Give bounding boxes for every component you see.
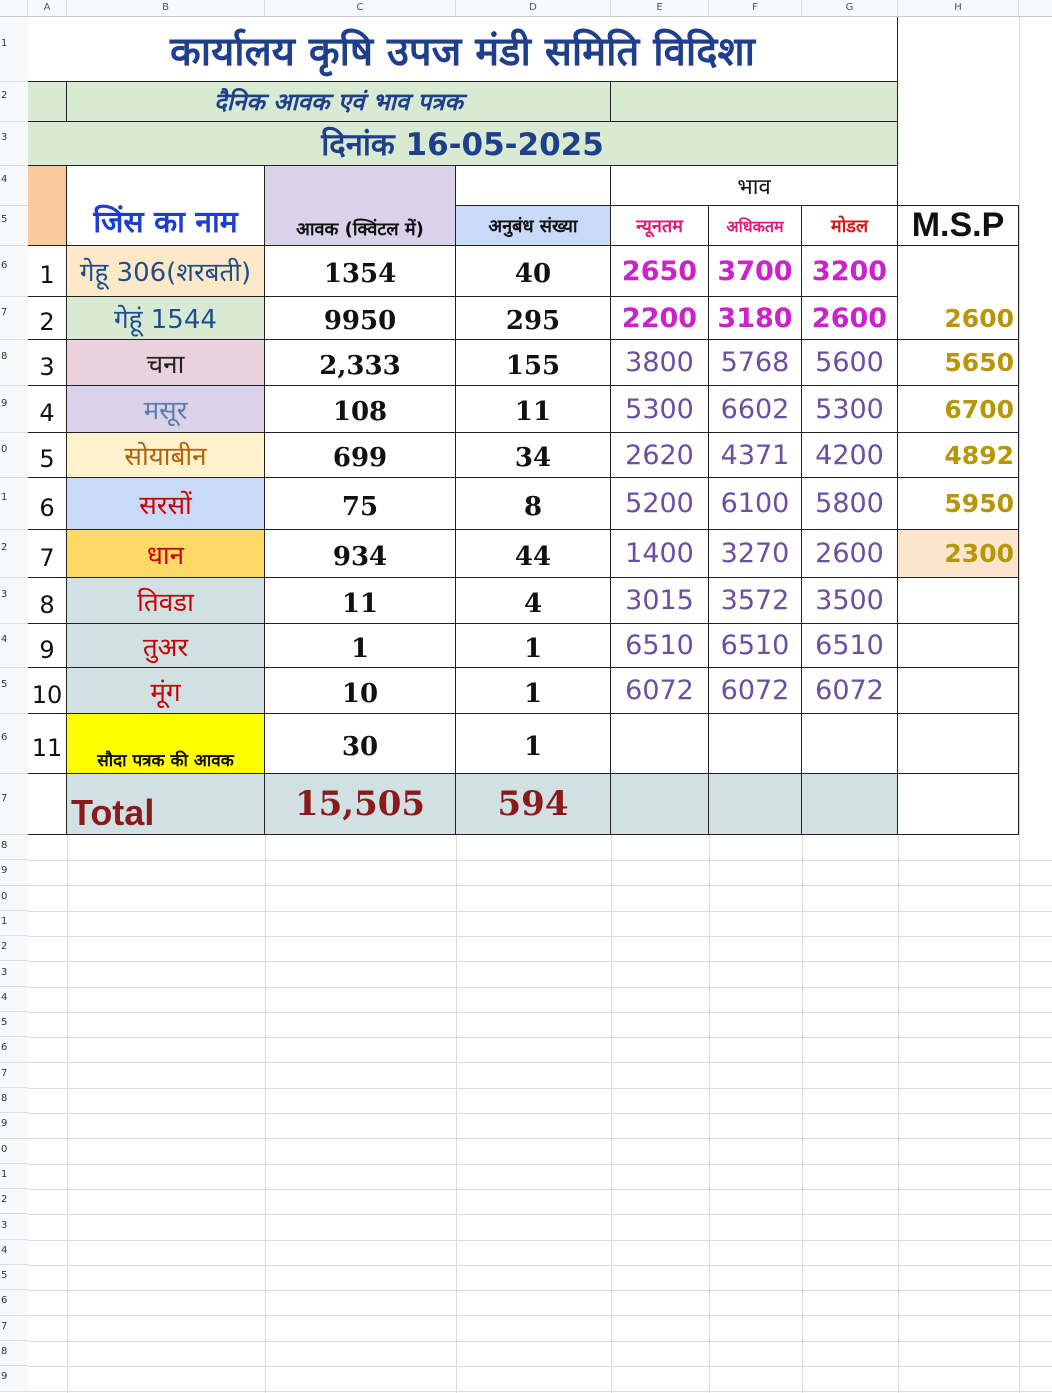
name-value: तिवडा <box>137 587 194 618</box>
header-min-cell[interactable] <box>611 206 709 246</box>
column-header-g[interactable]: G <box>802 0 898 17</box>
column-header-a[interactable]: A <box>28 0 67 17</box>
cell-arrival[interactable] <box>265 433 456 478</box>
cell-sr[interactable] <box>28 246 67 297</box>
cell-max[interactable] <box>709 297 802 340</box>
cell-name[interactable] <box>67 433 265 478</box>
contracts-value: 8 <box>523 491 543 522</box>
cell-arrival[interactable] <box>265 386 456 433</box>
name-value: सौदा पत्रक की आवक <box>97 751 234 771</box>
name-value: मसूर <box>143 396 188 426</box>
contracts-value: 4 <box>523 588 543 619</box>
row-header[interactable]: 5 <box>0 1265 28 1290</box>
sr-value: 10 <box>31 680 63 709</box>
min-value: 6510 <box>625 630 694 661</box>
row-header[interactable]: 8 <box>0 340 28 386</box>
arrival-value: 1354 <box>323 259 397 289</box>
cell-name[interactable] <box>67 624 265 668</box>
arrival-value: 2,333 <box>319 350 401 381</box>
name-value: धान <box>146 540 185 571</box>
cell-d4[interactable] <box>456 166 611 206</box>
cell-name[interactable] <box>67 246 265 297</box>
min-value: 1400 <box>625 538 694 569</box>
cell-name[interactable] <box>67 668 265 714</box>
arrival-value: 108 <box>332 397 388 427</box>
total-min-cell[interactable] <box>611 774 709 835</box>
row-header[interactable]: 3 <box>0 122 28 166</box>
row-header[interactable]: 9 <box>0 1113 28 1138</box>
row-header[interactable]: 5 <box>0 1012 28 1037</box>
date-label: दिनांक 16-05-2025 <box>321 126 604 163</box>
cell-modal[interactable] <box>802 478 898 530</box>
row-header[interactable]: 0 <box>0 1139 28 1164</box>
row-header[interactable]: 1 <box>0 17 28 82</box>
min-value: 3800 <box>625 347 694 378</box>
msp-value: 5650 <box>944 348 1014 377</box>
modal-value: 2600 <box>815 538 884 569</box>
modal-value: 6072 <box>815 675 884 706</box>
modal-value: 2600 <box>811 302 888 334</box>
row-header[interactable]: 0 <box>0 433 28 478</box>
cell-min[interactable] <box>611 386 709 433</box>
arrival-value: 30 <box>341 731 379 762</box>
contracts-value: 1 <box>523 678 543 709</box>
sr-value: 11 <box>31 733 63 762</box>
sr-value: 2 <box>39 308 55 336</box>
cell-max[interactable] <box>709 578 802 624</box>
cell-contracts[interactable] <box>456 578 611 624</box>
min-value: 5300 <box>625 393 694 425</box>
cell-min[interactable] <box>611 668 709 714</box>
cell-modal[interactable] <box>802 297 898 340</box>
cell-arrival[interactable] <box>265 530 456 578</box>
date-cell[interactable] <box>28 122 898 166</box>
cell-max[interactable] <box>709 386 802 433</box>
row-header[interactable]: 8 <box>0 1088 28 1113</box>
cell-modal[interactable] <box>802 578 898 624</box>
modal-value: 5300 <box>815 393 884 425</box>
sr-value: 5 <box>39 445 55 473</box>
header-arrival-cell[interactable] <box>265 166 456 246</box>
column-header-c[interactable]: C <box>265 0 456 17</box>
contracts-value: 1 <box>523 633 543 664</box>
cell-arrival[interactable] <box>265 578 456 624</box>
cell-max[interactable] <box>709 340 802 386</box>
subtitle: दैनिक आवक एवं भाव पत्रक <box>214 88 463 116</box>
min-value: 5200 <box>625 488 694 519</box>
cell-modal[interactable] <box>802 246 898 297</box>
cell-contracts[interactable] <box>456 714 611 774</box>
cell-sr[interactable] <box>28 386 67 433</box>
cell-min[interactable] <box>611 297 709 340</box>
cell-a4[interactable] <box>28 166 67 246</box>
cell-a17[interactable] <box>28 774 67 835</box>
cell-arrival[interactable] <box>265 340 456 386</box>
cell-arrival[interactable] <box>265 297 456 340</box>
row-header[interactable]: 4 <box>0 166 28 206</box>
cell-max[interactable] <box>709 530 802 578</box>
min-value: 2650 <box>621 255 698 287</box>
arrival-value: 934 <box>332 541 388 572</box>
row-header[interactable]: 4 <box>0 987 28 1012</box>
cell-arrival[interactable] <box>265 714 456 774</box>
modal-value: 3500 <box>815 585 884 616</box>
header-bhav: भाव <box>737 174 771 200</box>
max-value: 3700 <box>717 255 793 287</box>
msp-value: 2600 <box>944 303 1014 333</box>
total-msp-cell[interactable] <box>898 774 1019 835</box>
sr-value: 9 <box>39 635 55 664</box>
modal-value: 6510 <box>815 630 884 661</box>
cell-sr[interactable] <box>28 297 67 340</box>
column-header-d[interactable]: D <box>456 0 611 17</box>
msp-value: 4892 <box>944 440 1014 470</box>
row-header[interactable]: 6 <box>0 714 28 774</box>
cell-sr[interactable] <box>28 624 67 668</box>
header-arrival: आवक (क्विंटल में) <box>296 219 424 240</box>
header-contracts: अनुबंध संख्या <box>488 215 578 237</box>
max-value: 6072 <box>720 675 790 706</box>
max-value: 6100 <box>720 488 790 519</box>
cell-contracts[interactable] <box>456 340 611 386</box>
cell-name[interactable] <box>67 297 265 340</box>
row-header[interactable]: 2 <box>0 1189 28 1214</box>
row-header[interactable]: 2 <box>0 936 28 961</box>
max-value: 6602 <box>720 393 790 425</box>
cell-sr[interactable] <box>28 714 67 774</box>
header-modal: मोडल <box>830 215 869 237</box>
cell-name[interactable] <box>67 340 265 386</box>
column-header-h[interactable]: H <box>898 0 1019 17</box>
modal-value: 3200 <box>811 255 888 287</box>
cell-msp[interactable] <box>898 297 1019 340</box>
sr-value: 6 <box>39 493 55 522</box>
arrival-value: 1 <box>350 633 370 664</box>
cell-msp[interactable] <box>898 386 1019 433</box>
row-header[interactable]: 9 <box>0 860 28 885</box>
header-min: न्यूनतम <box>636 215 683 237</box>
row-header[interactable]: 3 <box>0 578 28 624</box>
cell-modal[interactable] <box>802 530 898 578</box>
cell-msp[interactable] <box>898 478 1019 530</box>
header-msp-cell[interactable] <box>898 206 1019 246</box>
name-value: तुअर <box>142 632 189 663</box>
cell-sr[interactable] <box>28 668 67 714</box>
arrival-value: 699 <box>332 443 388 473</box>
row-header[interactable]: 2 <box>0 530 28 578</box>
cell-contracts[interactable] <box>456 246 611 297</box>
row-header[interactable]: 7 <box>0 297 28 340</box>
row-header[interactable]: 3 <box>0 962 28 987</box>
column-header-b[interactable]: B <box>67 0 265 17</box>
row-header[interactable]: 8 <box>0 835 28 860</box>
header-contracts-cell[interactable] <box>456 206 611 246</box>
arrival-value: 11 <box>341 588 379 619</box>
name-value: सोयाबीन <box>124 442 207 472</box>
name-value: मूंग <box>150 677 181 708</box>
name-value: गेहूं 1544 <box>114 305 217 335</box>
min-value: 2200 <box>621 302 698 334</box>
cell-max[interactable] <box>709 478 802 530</box>
name-value: सरसों <box>139 490 192 521</box>
contracts-value: 44 <box>514 541 552 572</box>
title-cell[interactable] <box>28 17 898 82</box>
min-value: 6072 <box>625 675 694 706</box>
row-header[interactable]: 4 <box>0 624 28 668</box>
cell-modal[interactable] <box>802 714 898 774</box>
cell-contracts[interactable] <box>456 530 611 578</box>
row-header[interactable]: 1 <box>0 911 28 936</box>
total-max-cell[interactable] <box>709 774 802 835</box>
sr-value: 1 <box>39 261 55 289</box>
cell-max[interactable] <box>709 668 802 714</box>
cell-name[interactable] <box>67 578 265 624</box>
cell-msp[interactable] <box>898 433 1019 478</box>
subtitle-cell[interactable] <box>67 82 611 122</box>
sr-value: 4 <box>39 399 55 427</box>
min-value: 3015 <box>625 585 694 616</box>
column-header-i[interactable] <box>1019 0 1052 17</box>
cell-modal[interactable] <box>802 433 898 478</box>
row-header[interactable]: 5 <box>0 668 28 714</box>
sr-value: 3 <box>39 352 55 381</box>
cell-modal[interactable] <box>802 624 898 668</box>
cell-name[interactable] <box>67 530 265 578</box>
cell-min[interactable] <box>611 530 709 578</box>
cell-name[interactable] <box>67 714 265 774</box>
cell-msp[interactable] <box>898 340 1019 386</box>
row-header[interactable]: 1 <box>0 478 28 530</box>
total-label-cell[interactable] <box>67 774 265 835</box>
arrival-value: 75 <box>341 491 379 522</box>
min-value: 2620 <box>625 439 694 471</box>
header-max: अधिकतम <box>726 216 784 236</box>
cell-msp[interactable] <box>898 624 1019 668</box>
modal-value: 5600 <box>815 347 884 378</box>
row-header[interactable]: 6 <box>0 1037 28 1062</box>
header-bhav-cell[interactable] <box>611 166 898 206</box>
header-name-cell[interactable] <box>67 166 265 246</box>
cell-contracts[interactable] <box>456 297 611 340</box>
total-arrival: 15,505 <box>294 784 426 824</box>
total-modal-cell[interactable] <box>802 774 898 835</box>
max-value: 6510 <box>720 630 790 661</box>
arrival-value: 10 <box>341 678 379 709</box>
row-header[interactable]: 0 <box>0 886 28 911</box>
row-header[interactable]: 7 <box>0 1063 28 1088</box>
cell-arrival[interactable] <box>265 624 456 668</box>
cell-contracts[interactable] <box>456 478 611 530</box>
header-msp: M.S.P <box>911 206 1005 244</box>
sr-value: 7 <box>39 543 55 572</box>
corner-cell[interactable] <box>0 0 28 17</box>
contracts-value: 155 <box>505 350 561 381</box>
cell-msp[interactable] <box>898 530 1019 578</box>
cell-min[interactable] <box>611 578 709 624</box>
cell-max[interactable] <box>709 433 802 478</box>
max-value: 5768 <box>720 347 790 378</box>
arrival-value: 9950 <box>323 306 397 336</box>
msp-value: 5950 <box>944 489 1014 518</box>
contracts-value: 11 <box>514 397 552 427</box>
cell-max[interactable] <box>709 246 802 297</box>
row-header[interactable]: 5 <box>0 206 28 246</box>
cell-contracts[interactable] <box>456 433 611 478</box>
row-header[interactable]: 6 <box>0 246 28 297</box>
row-header[interactable]: 7 <box>0 774 28 835</box>
cell-max[interactable] <box>709 714 802 774</box>
cell-min[interactable] <box>611 340 709 386</box>
contracts-value: 34 <box>514 443 552 473</box>
cell-sr[interactable] <box>28 340 67 386</box>
max-value: 4371 <box>720 439 790 471</box>
row-header[interactable]: 9 <box>0 386 28 433</box>
contracts-value: 295 <box>505 306 561 336</box>
cell-a2[interactable] <box>28 82 67 122</box>
column-header-f[interactable]: F <box>709 0 802 17</box>
contracts-value: 1 <box>523 731 543 762</box>
msp-value: 2300 <box>944 539 1014 568</box>
cell-min[interactable] <box>611 624 709 668</box>
cell-msp[interactable] <box>898 246 1019 297</box>
cell-sr[interactable] <box>28 433 67 478</box>
cell-contracts[interactable] <box>456 624 611 668</box>
name-value: चना <box>146 349 185 380</box>
cell-name[interactable] <box>67 386 265 433</box>
cell-msp[interactable] <box>898 668 1019 714</box>
max-value: 3180 <box>717 302 793 334</box>
cell-msp[interactable] <box>898 714 1019 774</box>
cell-sr[interactable] <box>28 578 67 624</box>
contracts-value: 40 <box>514 259 552 289</box>
modal-value: 4200 <box>815 439 884 471</box>
cell-sr[interactable] <box>28 530 67 578</box>
row-header[interactable]: 6 <box>0 1290 28 1315</box>
cell-contracts[interactable] <box>456 386 611 433</box>
name-value: गेहू 306(शरबती) <box>79 258 252 288</box>
column-header-e[interactable]: E <box>611 0 709 17</box>
header-name: जिंस का नाम <box>93 205 238 240</box>
modal-value: 5800 <box>815 488 884 519</box>
cell-modal[interactable] <box>802 668 898 714</box>
row-header[interactable]: 3 <box>0 1215 28 1240</box>
cell-e2[interactable] <box>611 82 898 122</box>
page-title: कार्यालय कृषि उपज मंडी समिति विदिशा <box>169 28 756 75</box>
total-contracts-cell[interactable] <box>456 774 611 835</box>
sr-value: 8 <box>39 590 55 619</box>
row-header[interactable]: 7 <box>0 1316 28 1341</box>
row-header[interactable]: 8 <box>0 1341 28 1366</box>
cell-arrival[interactable] <box>265 668 456 714</box>
cell-min[interactable] <box>611 433 709 478</box>
cell-msp[interactable] <box>898 578 1019 624</box>
cell-modal[interactable] <box>802 386 898 433</box>
cell-min[interactable] <box>611 478 709 530</box>
cell-sr[interactable] <box>28 478 67 530</box>
total-label: Total <box>71 792 155 833</box>
max-value: 3270 <box>720 538 790 569</box>
cell-contracts[interactable] <box>456 668 611 714</box>
total-contracts: 594 <box>497 784 569 824</box>
cell-min[interactable] <box>611 714 709 774</box>
row-header[interactable]: 9 <box>0 1366 28 1391</box>
header-modal-cell[interactable] <box>802 206 898 246</box>
cell-max[interactable] <box>709 624 802 668</box>
total-arrival-cell[interactable] <box>265 774 456 835</box>
cell-min[interactable] <box>611 246 709 297</box>
cell-arrival[interactable] <box>265 246 456 297</box>
msp-value: 6700 <box>944 394 1014 424</box>
row-header[interactable]: 4 <box>0 1240 28 1265</box>
max-value: 3572 <box>720 585 790 616</box>
cell-modal[interactable] <box>802 340 898 386</box>
cell-h4[interactable] <box>898 166 1019 206</box>
cell-name[interactable] <box>67 478 265 530</box>
cell-arrival[interactable] <box>265 478 456 530</box>
row-header[interactable]: 1 <box>0 1164 28 1189</box>
row-header[interactable]: 2 <box>0 82 28 122</box>
header-max-cell[interactable] <box>709 206 802 246</box>
